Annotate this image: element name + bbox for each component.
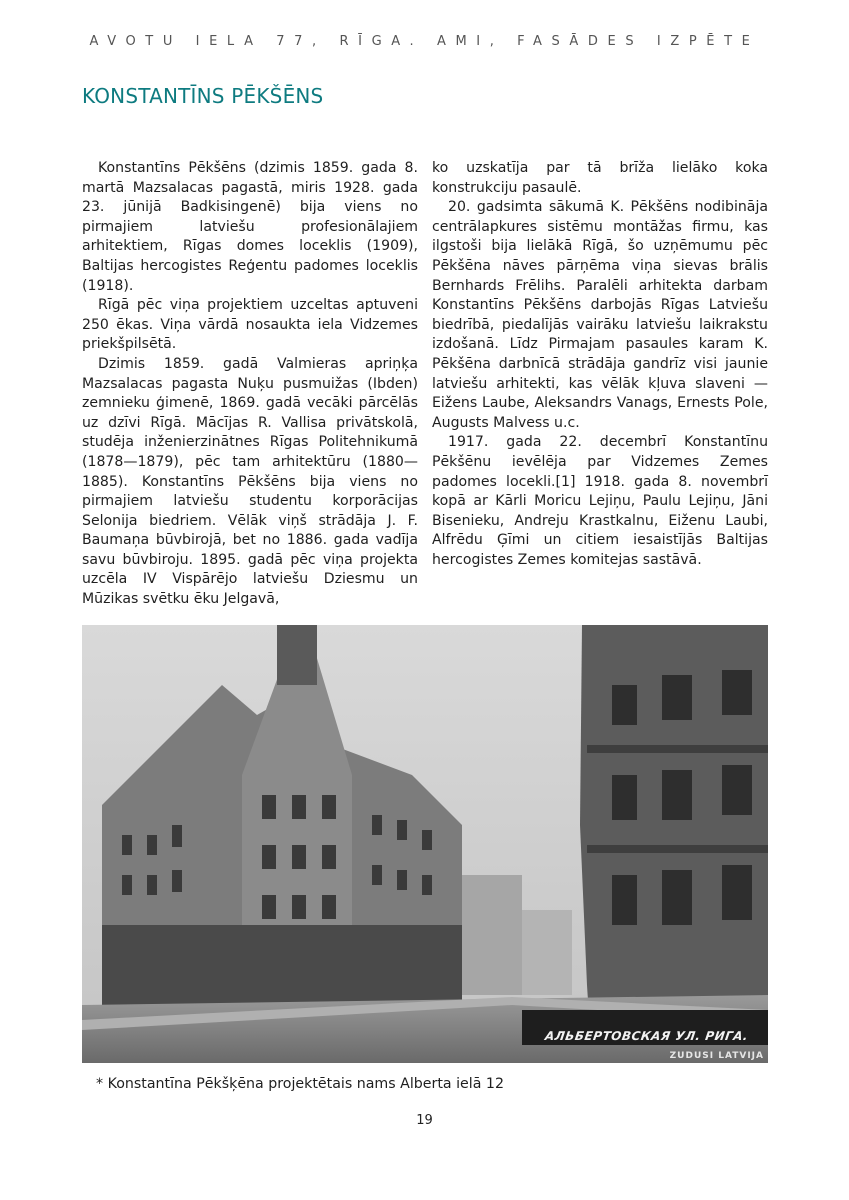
figure-caption: * Konstantīna Pēkšķēna projektētais nams Alberta ielā 12 [96, 1076, 504, 1092]
historic-street-photo [82, 625, 768, 1063]
right-column [432, 159, 768, 610]
running-head: AVOTU IELA 77, RĪGA. AMI, FASĀDES IZPĒTE [89, 34, 760, 49]
paragraph: 1917. gada 22. decembrī Konstantīnu Pēkšēnu ievēlēja par Vidzemes Zemes padomes locekli.[1] 1918. gada 8. novembrī kopā ar Kārli Moricu Lejiņu, Paulu Lejiņu, Jāni Bisenieku, Andreju Krastkalnu, Eiženu Laubi, Alfrēdu Ģīmi un citiem iesaistījās Baltijas hercogistes Zemes komitejas sastāvā. [432, 434, 768, 568]
paragraph-continuation: ko uzskatīja par tā brīža lielāko koka konstrukciju pasaulē. [432, 160, 768, 196]
paragraph: 20. gadsimta sākumā K. Pēkšēns nodibināja centrālapkures sistēmu montāžas firmu, kas ilgstoši bija lielākā Rīgā, šo uzņēmumu pēc Pēkšēna nāves pārņēma viņa sievas brālis Bernhards Frēlihs. Paralēli arhitekta darbam Konstantīns Pēkšēns darbojās Rīgas Latviešu biedrībā, piedalījās vairāku latviešu laikrakstu izdošanā. Līdz Pirmajam pasaules karam K. Pēkšēna darbnīcā strādāja gandrīz visi jaunie latviešu arhitekti, kas vēlāk kļuva slaveni — Eižens Laube, Aleksandrs Vanags, Ernests Pole, Augusts Malvess u.c. [432, 199, 768, 431]
paragraph: Konstantīns Pēkšēns (dzimis 1859. gada 8. martā Mazsalacas pagastā, miris 1928. gada 23. jūnijā Badkisingenē) bija viens no pirmajiem latviešu profesionālajiem arhitektiem, Rīgas domes loceklis (1909), Baltijas hercogistes Reģentu padomes loceklis (1918). [82, 160, 418, 294]
paragraph: Dzimis 1859. gadā Valmieras apriņķa Mazsalacas pagasta Nuķu pusmuižas (Ibden) zemnieku ģimenē, 1869. gadā vecāki pārcēlās uz dzīvi Rīgā. Mācījas R. Vallisa privātskolā, studēja inženierzinātnes Rīgas Politehnikumā (1878—1879), pēc tam arhitektūru (1880—1885). Konstantīns Pēkšēns bija viens no pirmajiem latviešu studentu korporācijas Selonija biedriem. Vēlāk viņš strādāja J. F. Baumaņa būvbirojā, bet no 1886. gada vadīja savu būvbiroju. 1895. gadā pēc viņa projekta uzcēla IV Vispārējo latviešu Dziesmu un Mūzikas svētku ēku Jelgavā, [82, 355, 418, 608]
photo-watermark: ZUDUSI LATVIJA [669, 1051, 764, 1061]
left-column [82, 159, 418, 610]
paragraph: Rīgā pēc viņa projektiem uzceltas aptuveni 250 ēkas. Viņa vārdā nosaukta iela Vidzemes priekšpilsētā. [82, 297, 418, 353]
photo-illustration [82, 625, 768, 1063]
page-number: 19 [416, 1113, 433, 1128]
text-columns [82, 159, 768, 610]
section-title: KONSTANTĪNS PĒKŠĒNS [82, 84, 324, 108]
photo-overlay-caption: АЛЬБЕРТОВСКАЯ УЛ. РИГА. [543, 1029, 749, 1043]
